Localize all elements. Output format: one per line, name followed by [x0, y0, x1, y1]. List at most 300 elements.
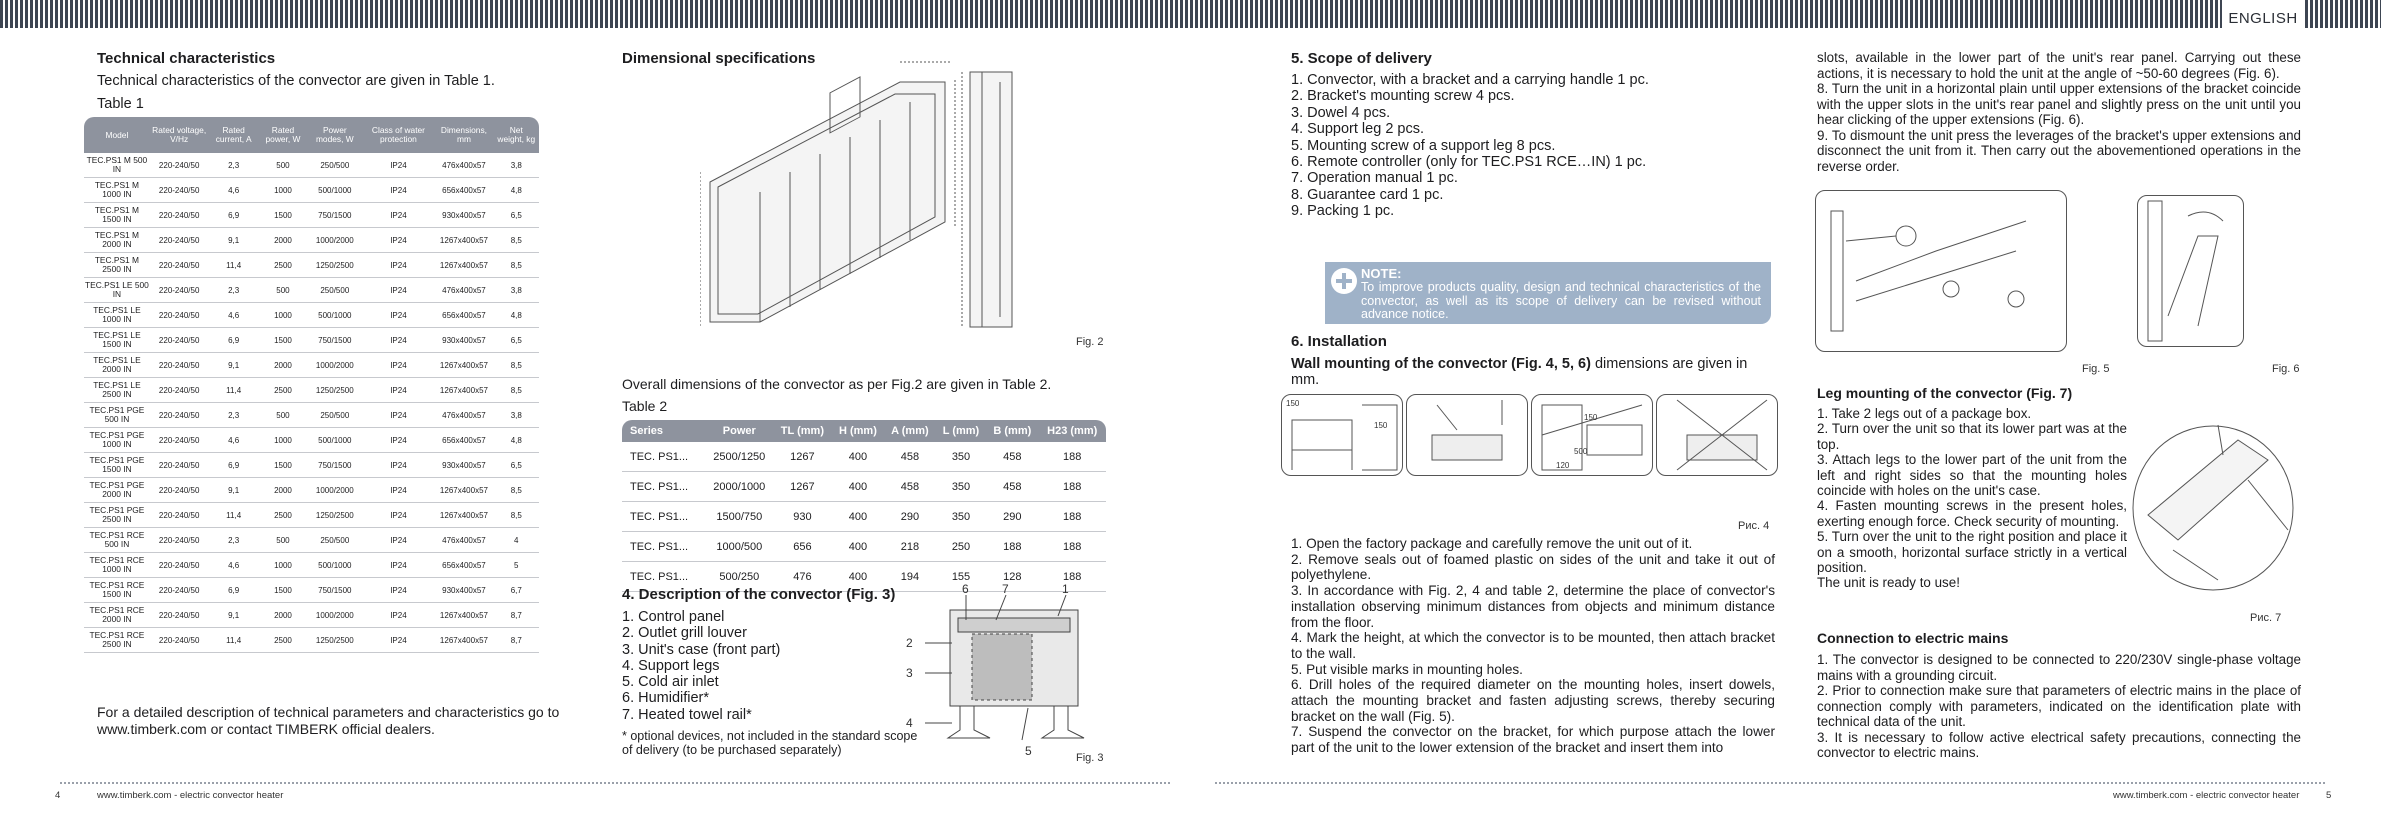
scope-list: [1291, 72, 1649, 220]
table-cell: TEC. PS1...: [622, 502, 706, 532]
list-item: 4. Support leg 2 pcs.: [1291, 121, 1424, 138]
table-cell: 4,8: [494, 303, 539, 328]
table-cell: 458: [986, 472, 1038, 502]
table-cell: IP24: [363, 578, 435, 603]
list-item: 9. Packing 1 pc.: [1291, 203, 1395, 220]
table-cell: TEC.PS1 RCE 500 IN: [84, 528, 150, 553]
fig4-panel-3: [1531, 394, 1653, 476]
table-cell: 750/1500: [307, 203, 362, 228]
table-cell: 476: [773, 562, 832, 592]
table-cell: TEC.PS1 M 2500 IN: [84, 253, 150, 278]
table-cell: 458: [986, 442, 1038, 472]
table-cell: 9,1: [208, 353, 258, 378]
list-item: 5. Turn over the unit to the right position and place it on a smooth, horizontal surface strictly in a vertical position.: [1817, 529, 2127, 576]
table-cell: 2500: [259, 253, 307, 278]
table-cell: 218: [884, 532, 936, 562]
table-cell: 1250/2500: [307, 378, 362, 403]
table-cell: 250: [936, 532, 986, 562]
table-cell: 4,6: [208, 178, 258, 203]
fig4-label: Рис. 4: [1738, 520, 1770, 532]
table-cell: TEC.PS1 LE 500 IN: [84, 278, 150, 303]
table-cell: 1267: [773, 442, 832, 472]
page-number-right: 5: [2326, 790, 2332, 801]
table-cell: 8,5: [494, 378, 539, 403]
table-dimensions: [622, 420, 1106, 592]
table-cell: 930x400x57: [434, 328, 493, 353]
list-item: slots, available in the lower part of the unit's rear panel. Carrying out these actions, it is necessary to hold the unit at the angle of ~50-60 degrees (Fig. 6).: [1817, 50, 2301, 81]
table-cell: TEC.PS1 RCE 2000 IN: [84, 603, 150, 628]
mains-list: [1817, 652, 2301, 761]
table-cell: 188: [1038, 442, 1106, 472]
language-label: ENGLISH: [2222, 0, 2304, 34]
table-cell: 2500/1250: [706, 442, 773, 472]
table-cell: 656x400x57: [434, 303, 493, 328]
table-cell: 2,3: [208, 403, 258, 428]
table-cell: 2500: [259, 628, 307, 653]
table-cell: IP24: [363, 153, 435, 178]
table-cell: 500/1000: [307, 303, 362, 328]
table-cell: 188: [1038, 472, 1106, 502]
table-cell: 6,9: [208, 203, 258, 228]
table-cell: 2000: [259, 353, 307, 378]
footer-left-text: www.timberk.com - electric convector heater: [97, 790, 284, 801]
table-row: [84, 153, 539, 178]
list-item: 2. Turn over the unit so that its lower part was at the top.: [1817, 421, 2127, 452]
dim-120: 120: [1556, 461, 1570, 470]
table-cell: 350: [936, 442, 986, 472]
table-cell: 220-240/50: [150, 253, 209, 278]
table-cell: 1000: [259, 178, 307, 203]
list-item: 4. Fasten mounting screws in the present holes, exerting enough force. Check security of mounting.: [1817, 498, 2127, 529]
desc-footnote: * optional devices, not included in the standard scope of delivery (to be purchased separately): [622, 729, 918, 757]
table-cell: 1267x400x57: [434, 628, 493, 653]
callout-6: 6: [962, 582, 969, 596]
list-item: 4. Support legs: [622, 657, 720, 674]
table-cell: TEC.PS1 RCE 1500 IN: [84, 578, 150, 603]
table-cell: IP24: [363, 178, 435, 203]
table-cell: 220-240/50: [150, 603, 209, 628]
table-cell: 1267x400x57: [434, 378, 493, 403]
table-row: [84, 228, 539, 253]
table-cell: 188: [986, 532, 1038, 562]
column-header: L (mm): [936, 420, 986, 442]
table-cell: TEC.PS1 LE 2500 IN: [84, 378, 150, 403]
column-header: H23 (mm): [1038, 420, 1106, 442]
table-cell: 458: [884, 472, 936, 502]
table-cell: 2000: [259, 228, 307, 253]
table-cell: 3,8: [494, 278, 539, 303]
table-cell: IP24: [363, 328, 435, 353]
table-cell: 1000/2000: [307, 228, 362, 253]
table-cell: 220-240/50: [150, 428, 209, 453]
table-cell: 1267x400x57: [434, 603, 493, 628]
wall-mounting-intro: [1291, 356, 1771, 388]
list-item: The unit is ready to use!: [1817, 575, 1960, 591]
table-cell: 9,1: [208, 603, 258, 628]
table-cell: 2500: [259, 503, 307, 528]
callout-1: 1: [1062, 582, 1069, 596]
table-cell: 9,1: [208, 478, 258, 503]
table-cell: 188: [1038, 532, 1106, 562]
table-cell: 220-240/50: [150, 403, 209, 428]
table-cell: 6,9: [208, 453, 258, 478]
page-number-left: 4: [55, 790, 61, 801]
table-cell: IP24: [363, 603, 435, 628]
table-row: [622, 502, 1106, 532]
table-row: [84, 253, 539, 278]
list-item: 2. Prior to connection make sure that parameters of electric mains in the place of connection comply with parameters, indicated on the identification plate with technical data of the unit.: [1817, 683, 2301, 729]
callout-4: 4: [906, 716, 913, 730]
table-cell: 656x400x57: [434, 178, 493, 203]
list-item: 6. Humidifier*: [622, 690, 710, 707]
table-cell: 220-240/50: [150, 353, 209, 378]
install-continued: [1817, 50, 2301, 174]
table-row: [84, 353, 539, 378]
list-item: 1. The convector is designed to be connected to 220/230V single-phase voltage mains with a grounding circuit.: [1817, 652, 2301, 683]
table-cell: 500/1000: [307, 428, 362, 453]
table-cell: 1000/2000: [307, 478, 362, 503]
table-cell: 4,8: [494, 178, 539, 203]
table-cell: 750/1500: [307, 328, 362, 353]
fig3-label: Fig. 3: [1076, 752, 1104, 764]
table-cell: 1500: [259, 453, 307, 478]
list-item: 3. In accordance with Fig. 2, 4 and table 2, determine the place of convector's installation observing minimum distances from objects and minimum distance from the floor.: [1291, 583, 1775, 630]
table-cell: 1500/750: [706, 502, 773, 532]
table-cell: 400: [832, 532, 884, 562]
table-cell: 458: [884, 442, 936, 472]
table-cell: 6,5: [494, 328, 539, 353]
table-cell: 8,5: [494, 478, 539, 503]
table-header-row: [84, 117, 539, 153]
table-cell: 1500: [259, 203, 307, 228]
table-cell: 220-240/50: [150, 328, 209, 353]
table-cell: 220-240/50: [150, 378, 209, 403]
table-cell: 1267x400x57: [434, 253, 493, 278]
column-header: Rated power, W: [259, 117, 307, 153]
table-cell: 8,7: [494, 628, 539, 653]
table-cell: 1000/2000: [307, 353, 362, 378]
list-item: 4. Mark the height, at which the convector is to be mounted, then attach bracket to the wall.: [1291, 630, 1775, 661]
table-cell: 400: [832, 562, 884, 592]
plus-icon: [1329, 266, 1359, 296]
table-cell: 5: [494, 553, 539, 578]
table-cell: 4,6: [208, 428, 258, 453]
footer-divider-right: [1215, 782, 2325, 784]
table-cell: IP24: [363, 303, 435, 328]
table-cell: 656x400x57: [434, 428, 493, 453]
table-row: [84, 403, 539, 428]
table-cell: 1250/2500: [307, 503, 362, 528]
table-cell: 750/1500: [307, 453, 362, 478]
table-row: [84, 628, 539, 653]
fig4-panel-4: [1656, 394, 1778, 476]
table-cell: 350: [936, 472, 986, 502]
table-cell: 6,5: [494, 203, 539, 228]
callout-2: 2: [906, 636, 913, 650]
column-header: Rated current, A: [208, 117, 258, 153]
table-cell: 220-240/50: [150, 153, 209, 178]
fig4-panel-2: [1406, 394, 1528, 476]
table-cell: 1250/2500: [307, 253, 362, 278]
table-row: [84, 303, 539, 328]
table-cell: 400: [832, 472, 884, 502]
scope-heading: 5. Scope of delivery: [1291, 50, 1432, 67]
table-row: [84, 178, 539, 203]
list-item: 3. Unit's case (front part): [622, 641, 781, 658]
column-header: Model: [84, 117, 150, 153]
table1-label: Table 1: [97, 96, 144, 112]
legs-heading: Leg mounting of the convector (Fig. 7): [1817, 385, 2073, 401]
dim-150-b: 150: [1374, 421, 1388, 430]
table-row: [84, 528, 539, 553]
table-cell: TEC.PS1 PGE 500 IN: [84, 403, 150, 428]
table-cell: 930x400x57: [434, 203, 493, 228]
list-item: 9. To dismount the unit press the leverages of the bracket's upper extensions and disconnect the unit from it. Then carry out the abovementioned operations in the reverse order.: [1817, 127, 2301, 174]
table-cell: 500: [259, 278, 307, 303]
dim-500: 500: [1574, 447, 1588, 456]
convector-figure: [900, 580, 1100, 760]
table-cell: 220-240/50: [150, 503, 209, 528]
table-cell: 930: [773, 502, 832, 532]
table-row: [622, 442, 1106, 472]
table-row: [622, 532, 1106, 562]
table-cell: 500/1000: [307, 178, 362, 203]
table-row: [84, 428, 539, 453]
table-cell: 9,1: [208, 228, 258, 253]
table-cell: 1250/2500: [307, 628, 362, 653]
table-cell: TEC.PS1 PGE 2000 IN: [84, 478, 150, 503]
table-cell: 194: [884, 562, 936, 592]
table-cell: TEC. PS1...: [622, 472, 706, 502]
wall-mounting-rest: dimensions are given in mm.: [1291, 356, 1748, 388]
table-cell: 8,5: [494, 503, 539, 528]
table-cell: 220-240/50: [150, 453, 209, 478]
table-cell: IP24: [363, 553, 435, 578]
column-header: Net weight, kg: [494, 117, 539, 153]
table-cell: 220-240/50: [150, 578, 209, 603]
dim-150-c: 150: [1584, 413, 1598, 422]
table-cell: 220-240/50: [150, 178, 209, 203]
column-header: Class of water protection: [363, 117, 435, 153]
column-header: TL (mm): [773, 420, 832, 442]
tech-footnote: For a detailed description of technical parameters and characteristics go to www.timberk.com or contact TIMBERK official dealers.: [97, 704, 560, 737]
column-header: H (mm): [832, 420, 884, 442]
table-cell: 128: [986, 562, 1038, 592]
table-cell: 220-240/50: [150, 278, 209, 303]
table-cell: 1267x400x57: [434, 503, 493, 528]
table-cell: IP24: [363, 503, 435, 528]
table-cell: TEC.PS1 LE 1500 IN: [84, 328, 150, 353]
table-cell: 250/500: [307, 403, 362, 428]
list-item: 5. Mounting screw of a support leg 8 pcs.: [1291, 137, 1556, 154]
table-cell: TEC. PS1...: [622, 532, 706, 562]
note-text: To improve products quality, design and technical characteristics of the convector, as well as its scope of delivery can be revised without advance notice.: [1361, 280, 1761, 321]
table-cell: TEC.PS1 LE 2000 IN: [84, 353, 150, 378]
fig6-label: Fig. 6: [2272, 363, 2300, 375]
table-cell: 2000: [259, 603, 307, 628]
table-cell: 220-240/50: [150, 553, 209, 578]
list-item: 5. Cold air inlet: [622, 674, 719, 691]
table2-label: Table 2: [622, 398, 668, 414]
list-item: 1. Take 2 legs out of a package box.: [1817, 406, 2032, 421]
table-cell: 930x400x57: [434, 578, 493, 603]
table-row: [84, 553, 539, 578]
table-cell: 8,5: [494, 253, 539, 278]
table-cell: TEC.PS1 M 500 IN: [84, 153, 150, 178]
list-item: 7. Operation manual 1 pc.: [1291, 170, 1458, 187]
table-cell: 290: [884, 502, 936, 532]
dim-150-a: 150: [1286, 399, 1300, 408]
footer-right-text: www.timberk.com - electric convector heater: [2113, 790, 2300, 801]
table-cell: 6,5: [494, 453, 539, 478]
table-row: [84, 453, 539, 478]
table-cell: 400: [832, 502, 884, 532]
table-cell: 1267x400x57: [434, 228, 493, 253]
table-cell: TEC.PS1 RCE 2500 IN: [84, 628, 150, 653]
table-cell: 656: [773, 532, 832, 562]
table-cell: TEC.PS1 LE 1000 IN: [84, 303, 150, 328]
table-cell: 750/1500: [307, 578, 362, 603]
table-cell: 4,6: [208, 553, 258, 578]
table-cell: 930x400x57: [434, 453, 493, 478]
table-cell: 1267: [773, 472, 832, 502]
table-cell: 400: [832, 442, 884, 472]
callout-3: 3: [906, 666, 913, 680]
column-header: Power: [706, 420, 773, 442]
list-item: 2. Bracket's mounting screw 4 pcs.: [1291, 88, 1515, 105]
table-cell: 500/250: [706, 562, 773, 592]
list-item: 2. Remove seals out of foamed plastic on sides of the unit and take it out of polyethylene.: [1291, 551, 1775, 583]
table-cell: 6,7: [494, 578, 539, 603]
table-cell: 2,3: [208, 278, 258, 303]
table-cell: 8,5: [494, 228, 539, 253]
table-header-row: [622, 420, 1106, 442]
table-cell: 188: [1038, 502, 1106, 532]
table-cell: 2000: [259, 478, 307, 503]
list-item: 1. Open the factory package and carefully remove the unit out of it.: [1291, 536, 1693, 551]
table-cell: 188: [1038, 562, 1106, 592]
table-row: [84, 378, 539, 403]
fig5-label: Fig. 5: [2082, 363, 2110, 375]
footer-divider-left: [60, 782, 1170, 784]
table-cell: TEC.PS1 M 1500 IN: [84, 203, 150, 228]
list-item: 5. Put visible marks in mounting holes.: [1291, 661, 1523, 677]
table-cell: 220-240/50: [150, 303, 209, 328]
column-header: Rated voltage, V/Hz: [150, 117, 209, 153]
table-cell: IP24: [363, 253, 435, 278]
table-cell: 290: [986, 502, 1038, 532]
table-cell: 1267x400x57: [434, 353, 493, 378]
table-cell: 2,3: [208, 153, 258, 178]
table-cell: 4,8: [494, 428, 539, 453]
table-cell: 6,9: [208, 578, 258, 603]
table-cell: IP24: [363, 403, 435, 428]
table-cell: TEC.PS1 PGE 1500 IN: [84, 453, 150, 478]
table-cell: TEC.PS1 M 2000 IN: [84, 228, 150, 253]
table-cell: 3,8: [494, 403, 539, 428]
install-heading: 6. Installation: [1291, 333, 1387, 350]
table-cell: TEC.PS1 PGE 1000 IN: [84, 428, 150, 453]
table-cell: 500: [259, 153, 307, 178]
table-row: [84, 503, 539, 528]
table-cell: 11,4: [208, 628, 258, 653]
table-technical: [84, 117, 539, 653]
table-row: [84, 328, 539, 353]
table-cell: 2,3: [208, 528, 258, 553]
table-cell: 476x400x57: [434, 278, 493, 303]
table-cell: 11,4: [208, 378, 258, 403]
fig7-label: Рис. 7: [2250, 612, 2282, 624]
column-header: A (mm): [884, 420, 936, 442]
table-cell: 500/1000: [307, 553, 362, 578]
table-cell: 250/500: [307, 153, 362, 178]
list-item: 6. Drill holes of the required diameter on the mounting holes, insert dowels, attach the mounting bracket and fasten adjusting screws, thereby securing bracket on the wall (Fig. 5).: [1291, 677, 1775, 724]
table-cell: 500: [259, 528, 307, 553]
fig4-panel-1: [1281, 394, 1403, 476]
table-cell: IP24: [363, 478, 435, 503]
list-item: 1. Control panel: [622, 609, 725, 625]
callout-7: 7: [1002, 582, 1009, 596]
table-cell: IP24: [363, 353, 435, 378]
table-row: [84, 478, 539, 503]
mains-heading: Connection to electric mains: [1817, 630, 2009, 646]
table-cell: 1500: [259, 578, 307, 603]
table-cell: 476x400x57: [434, 528, 493, 553]
desc-heading: 4. Description of the convector (Fig. 3): [622, 586, 896, 603]
table-cell: 3,8: [494, 153, 539, 178]
table-cell: IP24: [363, 453, 435, 478]
table-cell: IP24: [363, 628, 435, 653]
table-cell: 1500: [259, 328, 307, 353]
note-box: [1325, 262, 1771, 324]
list-item: 3. It is necessary to follow active electrical safety precautions, connecting the convector to electric mains.: [1817, 729, 2301, 760]
table-cell: TEC.PS1 PGE 2500 IN: [84, 503, 150, 528]
table-cell: 1000: [259, 553, 307, 578]
table-cell: 8,5: [494, 353, 539, 378]
table-cell: TEC. PS1...: [622, 562, 706, 592]
table-cell: 1000: [259, 428, 307, 453]
dims-heading: Dimensional specifications: [622, 50, 816, 67]
list-item: 3. Dowel 4 pcs.: [1291, 104, 1391, 121]
desc-list: [622, 609, 780, 723]
table-cell: IP24: [363, 428, 435, 453]
table-cell: 1000/500: [706, 532, 773, 562]
table-cell: 220-240/50: [150, 228, 209, 253]
list-item: 7. Heated towel rail*: [622, 706, 752, 723]
wall-mounting-lead: Wall mounting of the convector (Fig. 4, 5, 6): [1291, 356, 1591, 372]
legs-list: [1817, 406, 2127, 591]
list-item: 8. Turn the unit in a horizontal plain until upper extensions of the bracket coincide with the upper slots in the unit's rear panel and slightly press on the unit until you hear clicking of the upper extensions (Fig. 6).: [1817, 81, 2301, 127]
table-cell: 8,7: [494, 603, 539, 628]
table-cell: 250/500: [307, 278, 362, 303]
list-item: 8. Guarantee card 1 pc.: [1291, 186, 1444, 203]
note-title: NOTE:: [1361, 266, 1402, 281]
table-cell: 476x400x57: [434, 403, 493, 428]
table-cell: 220-240/50: [150, 528, 209, 553]
table-cell: 1267x400x57: [434, 478, 493, 503]
table-cell: TEC.PS1 M 1000 IN: [84, 178, 150, 203]
table-row: [622, 472, 1106, 502]
column-header: Series: [622, 420, 706, 442]
table-row: [84, 603, 539, 628]
table-cell: 350: [936, 502, 986, 532]
table-cell: 11,4: [208, 503, 258, 528]
tech-heading: Technical characteristics: [97, 50, 276, 67]
table-cell: 4,6: [208, 303, 258, 328]
list-item: 1. Convector, with a bracket and a carrying handle 1 pc.: [1291, 72, 1649, 88]
table-cell: 1000/2000: [307, 603, 362, 628]
list-item: 6. Remote controller (only for TEC.PS1 RCE…IN) 1 pc.: [1291, 154, 1647, 171]
